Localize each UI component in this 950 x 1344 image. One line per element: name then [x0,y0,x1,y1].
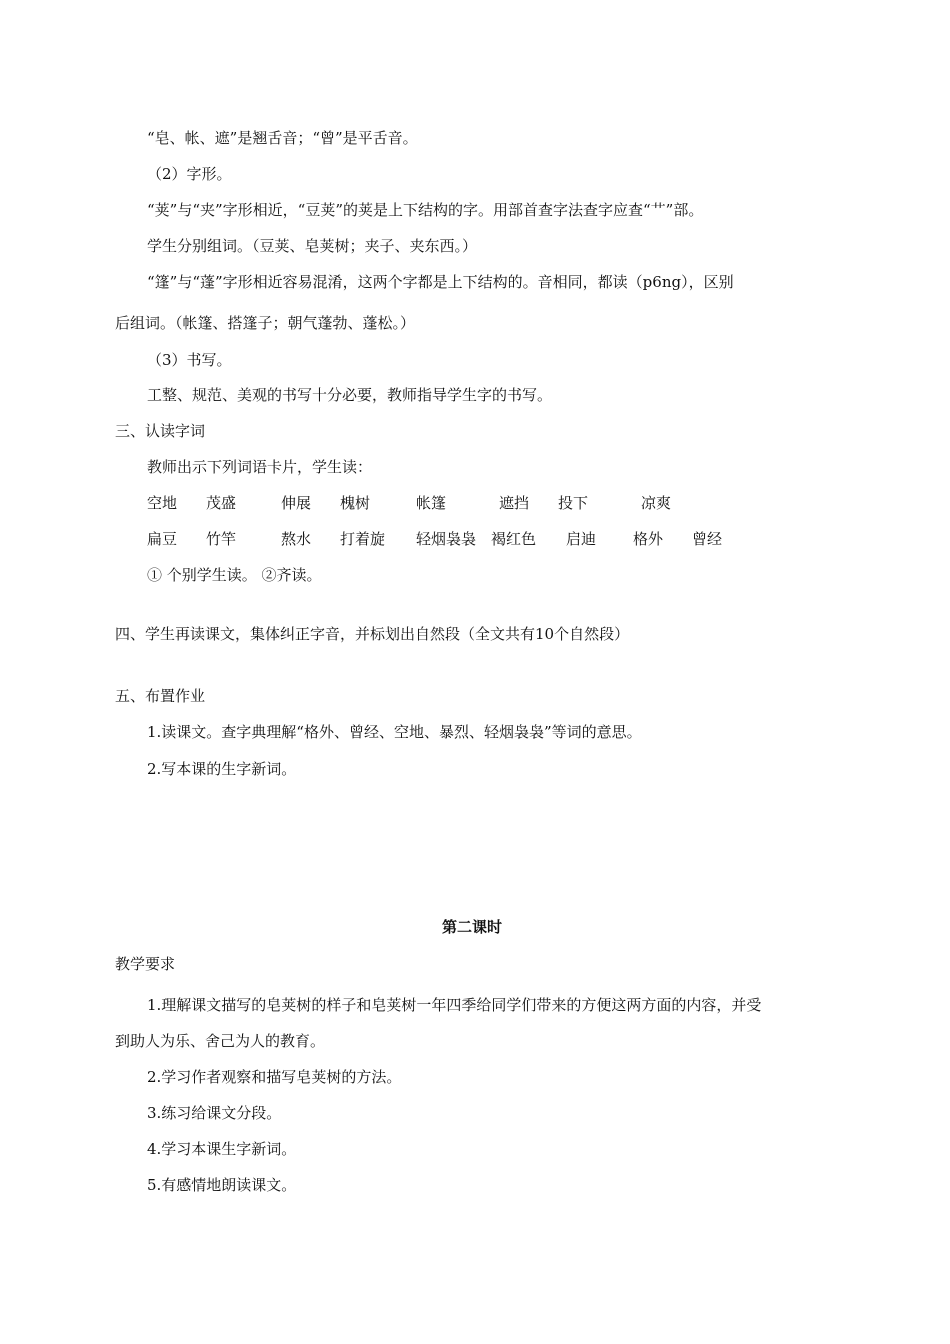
requirement-item-1: 1.理解课文描写的皂荚树的样子和皂荚树一年四季给同学们带来的方便这两方面的内容，并受 [147,996,762,1014]
requirement-item-5: 5.有感情地朗读课文。 [147,1176,297,1194]
requirement-item-1-continued: 到助人为乐、舍己为人的教育。 [115,1032,326,1050]
paragraph-jia-comparison: “荚”与“夹”字形相近，“豆荚”的荚是上下结构的字。用部首查字法查字应查“艹”部。 [147,201,704,219]
subheading-glyph-form: （2）字形。 [147,165,232,183]
word-card: 打着旋 [340,530,386,548]
section-heading-4: 四、学生再读课文，集体纠正字音，并标划出自然段（全文共有10个自然段） [115,625,630,643]
requirement-item-4: 4.学习本课生字新词。 [147,1140,297,1158]
paragraph-reading-steps: ① 个别学生读。 ②齐读。 [147,566,322,584]
word-card: 轻烟袅袅 [416,530,477,548]
paragraph-writing-guidance: 工整、规范、美观的书写十分必要，教师指导学生字的书写。 [147,386,553,404]
subheading-writing: （3）书写。 [147,351,232,369]
word-card: 竹竿 [206,530,237,548]
paragraph-word-groups-1: 学生分别组词。（豆荚、皂荚树；夹子、夹东西。） [147,237,478,255]
word-card: 茂盛 [206,494,237,512]
word-card: 凉爽 [641,494,672,512]
homework-item-1: 1.读课文。查字典理解“格外、曾经、空地、暴烈、轻烟袅袅”等词的意思。 [147,723,642,741]
requirement-item-3: 3.练习给课文分段。 [147,1104,282,1122]
paragraph-pronunciation: “皂、帐、遮”是翘舌音；“曾”是平舌音。 [147,129,418,147]
word-card: 熬水 [281,530,312,548]
word-card: 扁豆 [147,530,178,548]
section-heading-3: 三、认读字词 [115,422,206,440]
word-card: 伸展 [281,494,312,512]
word-card: 空地 [147,494,178,512]
word-card: 曾经 [692,530,723,548]
paragraph-word-cards-intro: 教师出示下列词语卡片，学生读： [147,458,373,476]
requirements-heading: 教学要求 [115,955,176,973]
word-card: 投下 [558,494,589,512]
section-heading-5: 五、布置作业 [115,687,206,705]
paragraph-peng-continued: 后组词。（帐篷、搭篷子；朝气蓬勃、蓬松。） [115,314,416,332]
word-card: 槐树 [340,494,371,512]
paragraph-peng-comparison: “篷”与“蓬”字形相近容易混淆，这两个字都是上下结构的。音相同，都读（p6ng），区别 [147,273,734,291]
requirement-item-2: 2.学习作者观察和描写皂荚树的方法。 [147,1068,402,1086]
section-title: 第二课时 [442,918,503,936]
homework-item-2: 2.写本课的生字新词。 [147,760,297,778]
word-card: 帐篷 [416,494,447,512]
word-card: 格外 [633,530,664,548]
word-card: 褐红色 [491,530,537,548]
word-card: 遮挡 [499,494,530,512]
word-card: 启迪 [566,530,597,548]
